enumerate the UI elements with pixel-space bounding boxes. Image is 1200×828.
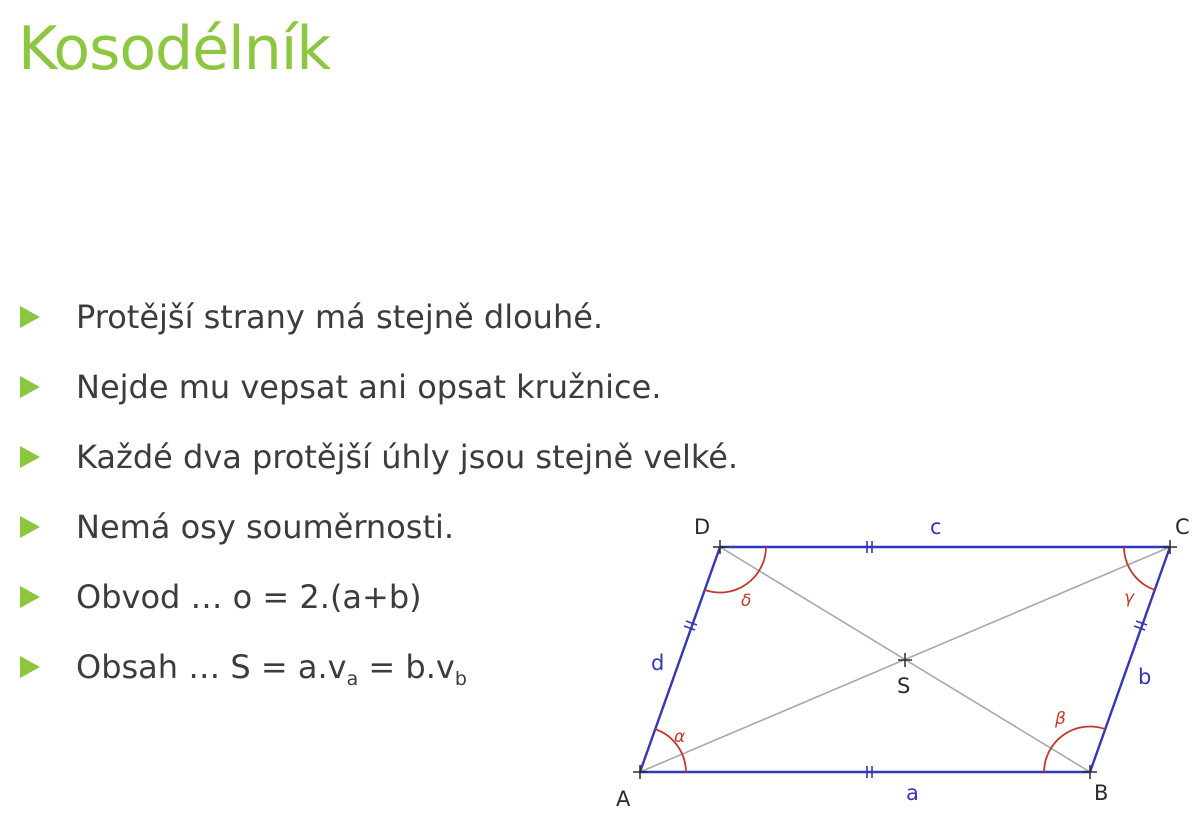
- vertex-label-b: B: [1094, 781, 1109, 805]
- formula-part: Obsah … S = a.v: [76, 648, 347, 686]
- vertex-label-c: C: [1175, 515, 1190, 539]
- vertex-label-a: A: [616, 787, 631, 811]
- vertex-marks: [633, 540, 1177, 779]
- side-label-b: b: [1138, 665, 1152, 689]
- formula-subscript: a: [346, 668, 359, 690]
- angle-arc-gamma: [1124, 547, 1155, 590]
- side-label-d: d: [651, 651, 665, 675]
- vertex-label-d: D: [694, 515, 711, 539]
- side-label-c: c: [930, 515, 942, 539]
- angle-label-gamma: γ: [1124, 588, 1135, 608]
- angle-label-beta: β: [1055, 709, 1066, 729]
- angle-label-alpha: α: [674, 727, 686, 747]
- side-tick-marks: [684, 541, 1147, 778]
- center-label-s: S: [897, 674, 911, 698]
- formula-part: = b.v: [358, 648, 455, 686]
- list-item-text: Nejde mu vepsat ani opsat kružnice.: [76, 368, 662, 406]
- list-item-text: Obvod … o = 2.(a+b): [76, 578, 422, 616]
- side-b: [1090, 547, 1170, 772]
- list-item-text: Nemá osy souměrnosti.: [76, 508, 455, 546]
- list-item-text: Protější strany má stejně dlouhé.: [76, 298, 604, 336]
- slide-title: Kosodélník: [18, 14, 331, 84]
- side-label-a: a: [906, 781, 919, 805]
- angle-label-delta: δ: [741, 591, 752, 611]
- formula-subscript: b: [454, 668, 467, 690]
- list-item-text: Každé dva protější úhly jsou stejně velké.: [76, 438, 739, 476]
